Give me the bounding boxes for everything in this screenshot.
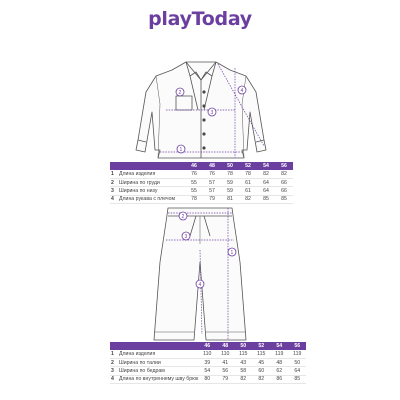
svg-text:4: 4 — [240, 88, 244, 94]
pants-marker-2 — [179, 212, 187, 220]
size-col: 54 — [270, 342, 288, 350]
svg-text:1: 1 — [179, 147, 183, 153]
pants-illustration — [154, 208, 246, 340]
pants-marker-1 — [228, 248, 236, 256]
table-row: 3 Ширина по низу 55 57 59 61 64 66 — [110, 187, 293, 195]
size-col: 48 — [203, 162, 221, 170]
table-row: 2 Ширина по груди 55 57 59 61 64 66 — [110, 178, 293, 186]
table-row: 4 Длина по внутреннему шву брюк 80 79 82 82 86 85 — [110, 375, 306, 383]
shirt-marker-2 — [176, 88, 184, 96]
size-col: 54 — [257, 162, 275, 170]
shirt-size-table — [110, 162, 293, 204]
size-col: 46 — [185, 162, 203, 170]
size-col: 56 — [275, 162, 293, 170]
svg-text:3: 3 — [210, 110, 214, 116]
svg-text:1: 1 — [230, 250, 234, 256]
table-row: 3 Ширина по бедрам 54 56 58 60 62 64 — [110, 367, 306, 375]
size-col: 48 — [216, 342, 234, 350]
shirt-marker-4 — [238, 86, 246, 94]
pants-size-header-row — [110, 342, 306, 350]
table-row: 1 Длина изделия 76 76 78 78 82 82 — [110, 170, 293, 178]
size-col: 50 — [221, 162, 239, 170]
svg-text:3: 3 — [184, 234, 188, 240]
svg-text:4: 4 — [198, 282, 202, 288]
pants-size-table — [110, 342, 306, 384]
size-col: 46 — [198, 342, 216, 350]
size-col: 50 — [234, 342, 252, 350]
shirt-illustration — [136, 62, 266, 158]
size-col: 52 — [239, 162, 257, 170]
brand-logo: playToday — [148, 8, 252, 30]
shirt-marker-3 — [208, 108, 216, 116]
table-row: 1 Длина изделия 110 110 115 115 119 119 — [110, 350, 306, 358]
shirt-marker-1 — [177, 145, 185, 153]
svg-text:2: 2 — [181, 214, 185, 220]
shirt-size-header-row — [110, 162, 293, 170]
size-col: 56 — [288, 342, 306, 350]
pants-marker-4 — [196, 280, 204, 288]
size-col: 52 — [252, 342, 270, 350]
svg-text:2: 2 — [178, 90, 182, 96]
pants-marker-3 — [182, 232, 190, 240]
table-row: 2 Ширина по талии 39 41 43 45 48 50 — [110, 358, 306, 366]
table-row: 4 Длина рукава с плечом 78 79 81 82 85 85 — [110, 195, 293, 203]
